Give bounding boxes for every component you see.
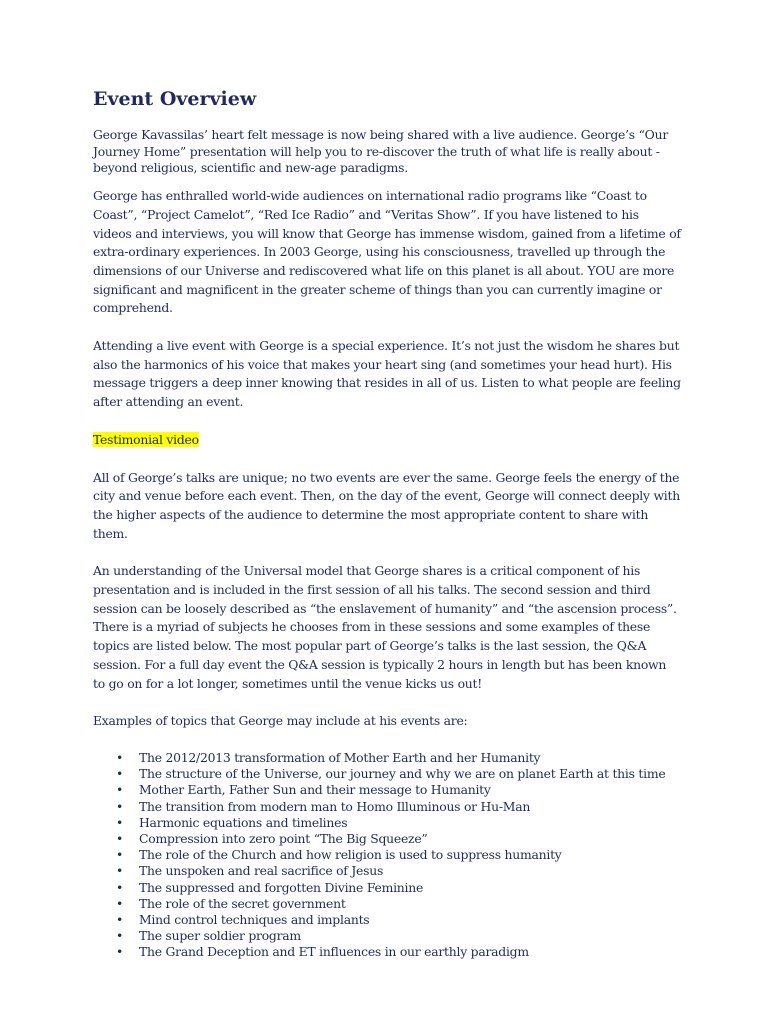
universal-model-paragraph: An understanding of the Universal model that George shares is a critical component of his presentation and is included in the first session of all his talks. The second session and third session can be loosely described as “the enslavement of humanity” and “the ascension process”. There is a myriad of subjects he chooses from in these sessions and some examples of these topics are listed below. The most popular part of George’s talks is the last session, the Q&A session. For a full day event the Q&A session is typically 2 hours in length but has been known to go on for a lot longer, sometimes until the venue kicks us out! [93,563,677,691]
bullet-icon: • [116,831,124,846]
testimonial-line [93,431,681,450]
bullet-icon: • [116,749,124,765]
bullet-icon: • [116,863,124,879]
live-event-paragraph: Attending a live event with George is a special experience. It’s not just the wisdom he shares but also the harmonics of his voice that makes your heart sing (and sometimes your head hurt). His message triggers a deep inner knowing that resides in all of us. Listen to what people are feeling after attending an event. [93,338,681,410]
bullet-icon: • [116,847,124,863]
document-page [93,88,681,961]
topic-text: The structure of the Universe, our journey and why we are on planet Earth at this time [139,766,666,782]
topic-text: Compression into zero point “The Big Squeeze” [139,831,428,846]
topic-text: The unspoken and real sacrifice of Jesus [139,863,384,879]
topic-text: The 2012/2013 transformation of Mother Earth and her Humanity [139,749,541,765]
topic-text: The super soldier program [139,928,301,944]
list-item [93,880,681,896]
list-item [93,928,681,944]
testimonial-video-link[interactable]: Testimonial video [93,431,199,447]
list-item [93,799,681,815]
bullet-icon: • [116,912,124,928]
list-item [93,815,681,831]
bullet-icon: • [116,944,124,960]
bullet-icon: • [116,814,124,830]
topic-text: The transition from modern man to Homo Illuminous or Hu-Man [139,798,531,814]
topic-text: The Grand Deception and ET influences in our earthly paradigm [139,944,529,960]
list-item [93,750,681,766]
intro-paragraph: George Kavassilas’ heart felt message is now being shared with a live audience. George’s “Our Journey Home” presentation will help you to re-discover the truth of what life is really about - beyond religious, scientific and new-age paradigms. [93,127,668,176]
topic-list [93,750,681,961]
topic-text: The role of the Church and how religion is used to suppress humanity [139,847,562,863]
unique-talks-paragraph: All of George’s talks are unique; no two events are ever the same. George feels the energy of the city and venue before each event. Then, on the day of the event, George will connect deeply with the higher aspects of the audience to determine the most appropriate content to share with them. [93,469,680,541]
list-item [93,896,681,912]
bullet-icon: • [116,928,124,944]
list-item [93,912,681,928]
bullet-icon: • [116,895,124,911]
radio-programs-paragraph: George has enthralled world-wide audiences on international radio programs like “Coast to Coast”, “Project Camelot”, “Red Ice Radio” and “Veritas Show”. If you have listened to his videos and interviews, you will know that George has immense wisdom, gained from a lifetime of extra-ordinary experiences. In 2003 George, using his consciousness, travelled up through the dimensions of our Universe and rediscovered what life on this planet is all about. YOU are more significant and magnificent in the greater scheme of things than you can currently imagine or comprehend. [93,188,681,316]
topic-text: Harmonic equations and timelines [139,814,348,830]
topic-text: The suppressed and forgotten Divine Feminine [139,879,424,895]
list-item [93,863,681,879]
bullet-icon: • [116,782,124,798]
topics-intro: Examples of topics that George may include at his events are: [93,713,468,729]
list-item [93,831,681,847]
list-item [93,782,681,798]
list-item [93,766,681,782]
list-item [93,944,681,960]
bullet-icon: • [116,879,124,895]
bullet-icon: • [116,798,124,814]
bullet-icon: • [116,766,124,782]
list-item [93,847,681,863]
topic-text: Mother Earth, Father Sun and their message to Humanity [139,782,491,798]
topic-text: Mind control techniques and implants [139,912,370,928]
page-title: Event Overview [93,88,257,110]
topic-text: The role of the secret government [139,895,346,911]
